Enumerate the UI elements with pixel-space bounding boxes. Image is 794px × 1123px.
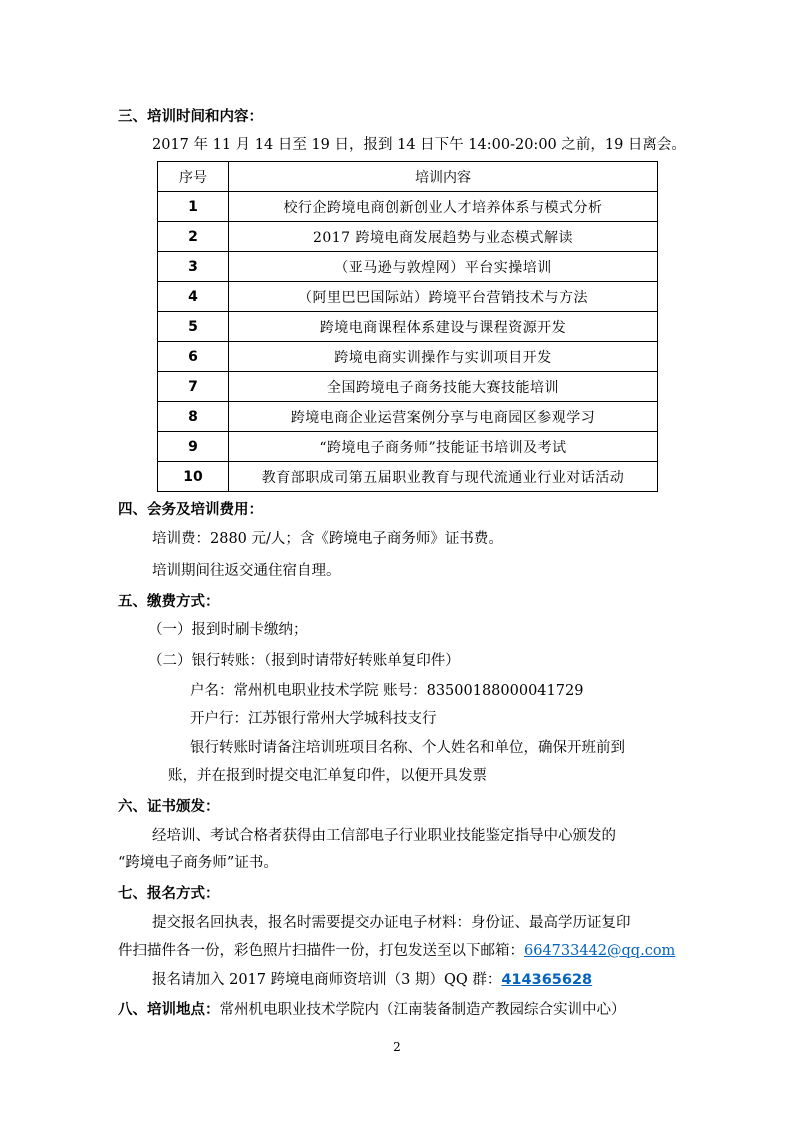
- row-number: 6: [158, 342, 229, 372]
- table-row: [158, 342, 658, 372]
- registration-line1: 提交报名回执表，报名时需要提交办证电子材料：身份证、最高学历证复印: [152, 915, 631, 931]
- row-content: 2017 跨境电商发展趋势与业态模式解读: [229, 222, 658, 252]
- row-number: 1: [158, 192, 229, 222]
- row-number: 7: [158, 372, 229, 402]
- row-number: 2: [158, 222, 229, 252]
- table-header-no: 序号: [158, 162, 229, 192]
- row-number: 4: [158, 282, 229, 312]
- row-content: 跨境电商实训操作与实训项目开发: [229, 342, 658, 372]
- row-content: 校行企跨境电商创新创业人才培养体系与模式分析: [229, 192, 658, 222]
- fee-text: 培训费：2880 元/人；含《跨境电子商务师》证书费。: [152, 531, 503, 547]
- transfer-remark-line2: 账，并在报到时提交电汇单复印件，以便开具发票: [168, 768, 487, 784]
- row-content: 跨境电商课程体系建设与课程资源开发: [229, 312, 658, 342]
- bank-account: 户名：常州机电职业技术学院 账号：83500188000041729: [190, 683, 584, 699]
- table-row: [158, 402, 658, 432]
- row-number: 10: [158, 462, 229, 492]
- row-content: “跨境电子商务师”技能证书培训及考试: [229, 432, 658, 462]
- schedule-text: 2017 年 11 月 14 日至 19 日，报到 14 日下午 14:00-20:00 之前，19 日离会。: [152, 137, 686, 153]
- table-row: [158, 312, 658, 342]
- row-content: （阿里巴巴国际站）跨境平台营销技术与方法: [229, 282, 658, 312]
- email-link[interactable]: 664733442@qq.com: [524, 943, 676, 959]
- payment-item-2: （二）银行转账：（报到时请带好转账单复印件）: [148, 653, 460, 669]
- table-row: [158, 372, 658, 402]
- training-location: 常州机电职业技术学院内（江南装备制造产教园综合实训中心）: [219, 1002, 626, 1018]
- certificate-line1: 经培训、考试合格者获得由工信部电子行业职业技能鉴定指导中心颁发的: [152, 828, 616, 844]
- payment-item-1: （一）报到时刷卡缴纳；: [148, 622, 308, 638]
- table-row: [158, 432, 658, 462]
- training-content-table: [157, 161, 658, 492]
- row-content: 跨境电商企业运营案例分享与电商园区参观学习: [229, 402, 658, 432]
- section5-heading: 五、缴费方式：: [118, 594, 220, 610]
- table-row: [158, 192, 658, 222]
- table-header-row: [158, 162, 658, 192]
- bank-branch: 开户行：江苏银行常州大学城科技支行: [190, 711, 437, 727]
- transfer-remark-line1: 银行转账时请备注培训班项目名称、个人姓名和单位，确保开班前到: [190, 740, 625, 756]
- table-row: [158, 252, 658, 282]
- page-number: 2: [393, 1040, 401, 1054]
- section6-heading: 六、证书颁发：: [118, 799, 220, 815]
- registration-line2: [118, 941, 675, 961]
- row-content: 全国跨境电子商务技能大赛技能培训: [229, 372, 658, 402]
- section8-heading: 八、培训地点：: [118, 1002, 220, 1018]
- section7-heading: 七、报名方式：: [118, 886, 220, 902]
- registration-line3: [152, 970, 592, 990]
- row-number: 5: [158, 312, 229, 342]
- table-row: [158, 282, 658, 312]
- row-content: （亚马逊与敦煌网）平台实操培训: [229, 252, 658, 282]
- table-header-content: 培训内容: [229, 162, 658, 192]
- row-content: 教育部职成司第五届职业教育与现代流通业行业对话活动: [229, 462, 658, 492]
- row-number: 9: [158, 432, 229, 462]
- row-number: 3: [158, 252, 229, 282]
- table-row: [158, 462, 658, 492]
- section8-line: [118, 1000, 626, 1020]
- section3-heading: 三、培训时间和内容：: [118, 109, 263, 125]
- registration-line2-text: 件扫描件各一份，彩色照片扫描件一份，打包发送至以下邮箱：: [118, 943, 524, 959]
- fee-note: 培训期间往返交通住宿自理。: [152, 563, 341, 579]
- registration-line3-text: 报名请加入 2017 跨境电商师资培训（3 期）QQ 群：: [152, 972, 502, 988]
- section4-heading: 四、会务及培训费用：: [118, 502, 263, 518]
- table-row: [158, 222, 658, 252]
- row-number: 8: [158, 402, 229, 432]
- certificate-line2: “跨境电子商务师”证书。: [118, 855, 278, 871]
- qq-group-link[interactable]: 414365628: [501, 972, 593, 988]
